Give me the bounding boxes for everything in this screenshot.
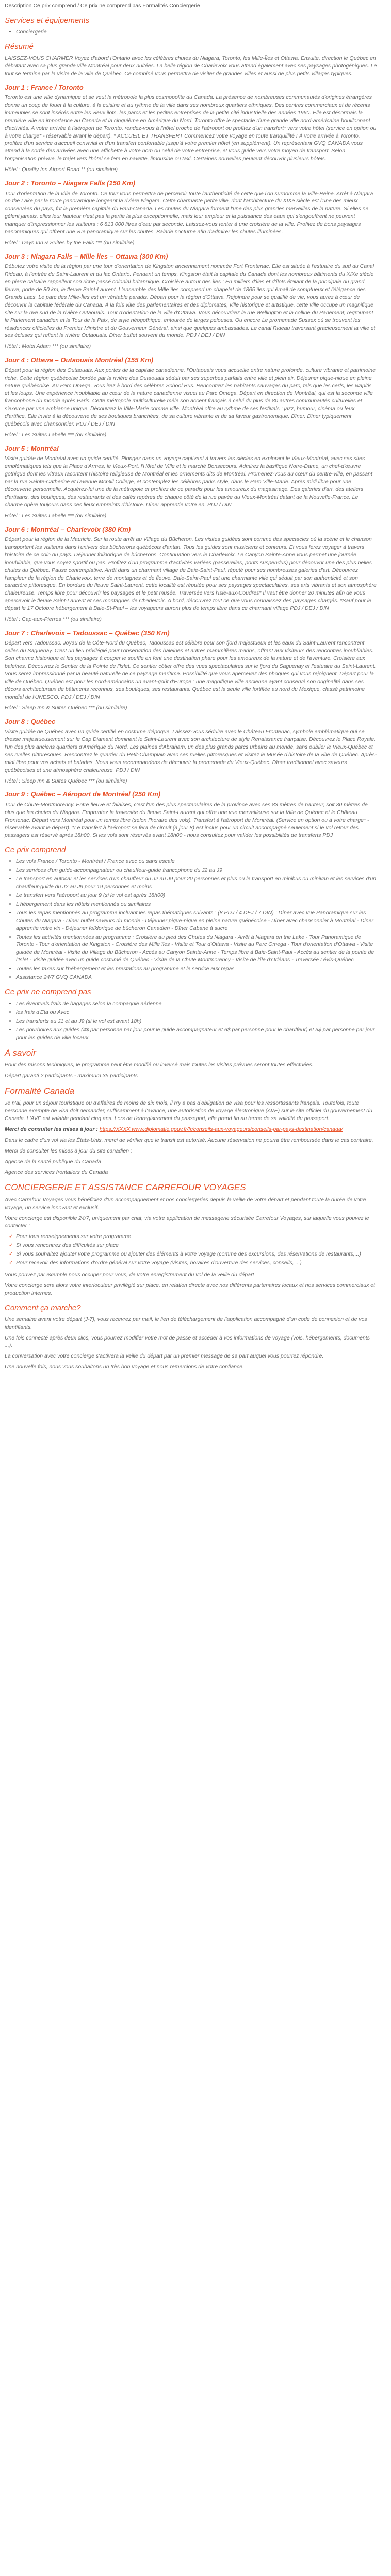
day-hotel: Hôtel : Cap-aux-Pierres *** (ou similaire) (5, 616, 102, 623)
includes-title: Ce prix comprend (5, 845, 66, 855)
services-list (5, 28, 377, 36)
day-text: Tour d'orientation de la ville de Toronto. Ce tour vous permettra de percevoir toute l'authenticité de cette que l'on surnomme la Ville-Reine. Arrêt à Niagara on the Lake par la route panoramique longeant la rivière Niagara. Cette charmante petite ville, dont l'architecture du XIXe siècle est l'une des mieux conservées du pays, fut la première capitale du Haut-Canada. Les chutes du Niagara forment l'une des plus grandes merveilles de la nature. Si elles ne gèlent jamais, elles leur hauteur n'est pas la partie la plus exceptionnelle, mais leur ampleur et la puissance des eaux qui s'engouffrent ne peuvent manquer d'impressionner les visiteurs : 6 813 000 litres d'eau par seconde. Laissez-vous tenter à une croisière de la ville. Profitez de bons paysages panoramiques qui offrent une vue panoramique sur les chutes. Balade nocturne afin d'admirer les chutes illuminées. (5, 190, 373, 235)
day-hotel: Hôtel : Quality Inn Airport Road ** (ou similaire) (5, 166, 118, 173)
day-title: Jour 5 : Montréal (5, 444, 59, 452)
includes-item: • L'hébergement dans les hôtels mentionnés ou similaires (16, 901, 377, 908)
concierge-text: Avec Carrefour Voyages vous bénéficiez d'un accompagnement et nos conciergeries depuis la veille de votre départ et pendant toute la durée de votre voyage, un service innovant et exclusif. (5, 1196, 366, 1211)
formalities-title: Formalité Canada (5, 1086, 75, 1096)
excludes-item: • les frais d'Eta ou Avec (16, 1009, 377, 1016)
day-title: Jour 3 : Niagara Falls – Mille îles – Ottawa (300 Km) (5, 252, 168, 260)
day-hotel: Hôtel : Days Inn & Suites by the Falls *** (ou similaire) (5, 239, 135, 246)
how-text: La conversation avec votre concierge s'activera la veille du départ par un premier message de sa part auquel vous pourrez répondre. (5, 1353, 324, 1360)
includes-list (5, 858, 377, 981)
diplomatie-link[interactable]: https://XXXX.www.diplomatie.gouv.fr/fr/conseils-aux-voyageurs/conseils-par-pays-destination/canada/ (99, 1126, 343, 1132)
summary-title: Résumé (5, 42, 34, 51)
day-title: Jour 9 : Québec – Aéroport de Montréal (250 Km) (5, 790, 161, 799)
day-text: Départ pour la région de la Mauricie. Sur la route arrêt au Village du Bûcheron. Les visites guidées sont comme des spectacles où la scène et le chanson transportent les visiteurs dans l'univers des bûcherons québécois d'antan. Tous les guides sont musiciens et conteurs. Et vous ferez voyager à travers l'histoire de ce coin du pays. Déjeuner folklorique de bûcherons. Continuation vers le Charlevoix. Le Canyon Sainte-Anne vous permet une journée inoubliable, que vous soyez sportif ou pas. Profitez d'un programme d'activités variées (passerelles, ponts suspendus) pour découvrir une des plus belles chutes du Québec. Pause contemplative. Arrêt dans un charmant village de Baie-Saint-Paul, réputé pour ses nombreuses galeries d'art. Découvrez l'ampleur de la région de Charlevoix, terre de montagnes et de fleuve. Baie-Saint-Paul est une charmante ville qui séduit par son authenticité et son caractère pittoresque. En bordure du fleuve Saint-Laurent, cette localité est réputée pour ses paysages spectaculaires, ses arts vibrants et son atmosphère chaleureuse. Temps libre pour découvrir les paysages et le petit musée. Traversée vers l'Isle-aux-Coudres* Il vaut être donner 20 minutes afin de vous apercevoir le fleuve Saint-Laurent et ses montagnes de Charlevoix. À bord, découvrez tout ce que vous connaissez des paysages chargés. *Sauf pour le départ le 17 Octobre hébergement à Baie-St-Paul – les voyageurs auront plus de temps libre dans ce charmant village PDJ / DEJ / DIN (5, 536, 377, 612)
includes-item: • Les vols France / Toronto - Montréal / France avec ou sans escale (16, 858, 377, 866)
concierge-item: ✓ Pour recevoir des informations d'ordre général sur votre voyage (visites, horaires d'ouverture des services, conseils, ...) (16, 1259, 377, 1267)
day-text: Toronto est une ville dynamique et se veut la métropole la plus cosmopolite du Canada. La présence de nombreuses communautés d'origines étrangères donne un coup de fouet à la culture, à la cuisine et au rythme de la ville dans ses nombreux quartiers ethniques. Des centres commerciaux et de récents immeubles se sont insérés entre les vieux ilots, les parcs et les petites entreprises de la petite cité industrielle des années 1960. Elle est désormais la première ville en importance au Canada et la cinquième en Amérique du Nord. Toronto offre le spectacle d'une grande ville nord-américaine bouillonnant d'activités. A votre arrivée à l'aéroport de Toronto, rendez-vous à l'hôtel proche de l'aéroport ou profitez d'un transfert* vers votre hôtel (service en option ou à votre charge* - réservable avant le départ). * ACCUEIL ET TRANSFERT Commencez votre voyage en toute tranquillité ! À votre arrivée à Toronto, profitez d'un service d'accueil convivial et d'un transfert confortable jusqu'à votre premier hôtel (en supplément). Un représentant GVQ CANADA vous attend à la sortie des arrivées avec une affichette à votre nom ou celui de votre entreprise, et vous guide vers votre moyen de transport. Selon l'organisation prévue, le trajet vers l'hôtel se fera en navette, limousine ou taxi. Certaines nouvelles peuvent découvrir plusieurs hôtels. (5, 94, 377, 162)
excludes-list (5, 1000, 377, 1042)
includes-item: • Assistance 24/7 GVQ CANADA (16, 974, 377, 981)
day-hotel: Hôtel : Les Suites Labelle *** (ou similaire) (5, 512, 107, 519)
concierge-item: ✓ Pour tous renseignements sur votre programme (16, 1233, 377, 1241)
border-agency-link[interactable]: Agence des services frontaliers du Canada (5, 1169, 108, 1176)
includes-item: • Le transport en autocar et les services d'un chauffeur du J2 au J9 pour 20 personnes et plus ou le transport en minibus ou minivan et les services d'un chauffeur-guide du J2 au J9 pour 19 personnes et moins (16, 875, 377, 891)
day-title: Jour 4 : Ottawa – Outaouais Montréal (155 Km) (5, 356, 154, 364)
tab-links[interactable]: Description Ce prix comprend / Ce prix ne comprend pas Formalités Conciergerie (5, 3, 200, 9)
formalities-text: Dans le cadre d'un vol via les États-Unis, merci de vérifier que le transit est autorisé. Aucune réservation ne pourra être remboursée dans le cas contraire. (5, 1137, 373, 1143)
day-text: Visite guidée de Montréal avec un guide certifié. Plongez dans un voyage captivant à travers les siècles en explorant le Vieux-Montréal, avec ses sites emblématiques tels que la Place d'Armes, le Vieux-Port, l'Hôtel de Ville et le marché Bonsecours. Admirez la basilique Notre-Dame, un chef-d'œuvre gothique dont les vitraux racontent l'histoire religieuse de Montréal et les ornements dits de Montréal. Promenez-vous au cœur du centre-ville, en passant par la rue Sainte-Catherine et l'avenue McGill College, et contemplez les célèbres parks style, dans le Parc Ville-Marie. Après midi libre pour une découverte personnelle. Acquérez-lui une de la métropole et profitez de ce paradis pour les amoureux du magasinage. Des galeries d'art, des ateliers d'artisans, des boutiques, des restaurants et des cafés repères de chaque côté de la rue pavée du Vieux-Montréal datant de la Nouvelle-France. Le charme opère toujours dans ces lieux empreints d'histoire. Dîner apprentie votre en. PDJ / DIN (5, 455, 372, 508)
day-hotel: Hôtel : Sleep Inn & Suites Québec *** (ou similaire) (5, 777, 127, 784)
link-prefix: Merci de consulter les mises à jour : (5, 1126, 100, 1132)
excludes-title: Ce prix ne comprend pas (5, 987, 91, 996)
includes-item: • Les services d'un guide-accompagnateur ou chauffeur-guide francophone du J2 au J9 (16, 867, 377, 874)
how-text: Une semaine avant votre départ (J-7), vous recevrez par mail, le lien de téléchargement de l'application accompagné d'un code de connexion et de vos identifiants. (5, 1316, 367, 1330)
how-text: Une fois connecté après deux clics, vous pourrez modifier votre mot de passe et accéder à vos informations de voyage (vols, hébergements, documents ...). (5, 1334, 370, 1349)
formalities-text: Je n'ai, pour un séjour touristique ou d'affaires de moins de six mois, il n'y a pas d'obligation de visa pour les ressortissants français. Toutefois, toute personne exempte de visa doit demander, suffisamment à l'avance, une autorisation de voyage électronique (AVE) sur le site officiel du gouvernement du Canada. L'AVE est valable pendant cinq ans. Lors de l'enregistrement du passeport, elle prend fin au terme de sa validité du passeport. (5, 1100, 372, 1122)
includes-item: • Le transfert vers l'aéroport au jour 9 (si le vol est après 18h00) (16, 892, 377, 900)
day-text: Départ pour la région des Outaouais. Aux portes de la capitale canadienne, l'Outaouais vous accueille entre nature profonde, culture vibrante et patrimoine riche. Cette région québécoise bordée par la rivière des Outaouais séduit par ses superbes parfaits entre ville et plein air. Déjeuner pique-nique en pleine nature québécoise. Au Parc Omega, vous irez à bord des célèbres School Bus. Rencontrez les habitants sauvages du parc, tels que les cerfs, les wapitis et les loups. Une expérience inoubliable au cœur de la nature canadienne visuel au Parc Omega. Départ en direction de Montréal, qui est la seconde ville francophone du monde après Paris. Cette métropole multiculturelle mêle son accent français à celui du plus de 80 autres communautés culturelles et s'exerce par une ambiance unique. Découvrez la Ville-Marie comme ville. Montréal offre au rythme de ses festivals : jazz, humour, cinéma ou feux d'artifice. Elle invite à la découverte de ses boutiques branchées, de sa culture vibrante et de sa faveur gastronomique. Dîner. Dîner typiquement québécois avec chansonnier. PDJ / DEJ / DIN (5, 367, 376, 428)
day-title: Jour 2 : Toronto – Niagara Falls (150 Km) (5, 179, 136, 188)
health-agency-link[interactable]: Agence de la santé publique du Canada (5, 1158, 101, 1165)
includes-item: • Toutes les taxes sur l'hébergement et les prestations au programme et le service aux repas (16, 965, 377, 973)
day-text: Visite guidée de Québec avec un guide certifié en costume d'époque. Laissez-vous séduire avec le Château Frontenac, symbole emblématique qui se dresse majestueusement sur le Cap Diamant dominant le Saint-Laurent avec son architecture de style Renaissance française. Découvrez le Place Royale, l'un des plus anciens quartiers d'Amérique du Nord. Les plaines d'Abraham, un des plus grands parcs urbains au monde, sans oublier le Vieux-Québec et ses ruelles pittoresques. Rencontrez le quartier du Petit-Champlain avec ses ruelles pittoresques et visitez le Musée d'histoire de la ville de Québec. Après-midi libre pour vos achats et balades. Nous vous recommandons de découvrir la promenade du Vieux-Québec. Dîner traditionnel avec saveurs québécoises et une atmosphère chaleureuse. PDJ / DIN (5, 728, 377, 773)
day-title: Jour 7 : Charlevoix – Tadoussac – Québec (350 Km) (5, 629, 170, 637)
know-text: Pour des raisons techniques, le programme peut être modifié ou inversé mais toutes les visites prévues seront toutes effectuées. (5, 1061, 314, 1068)
day-title: Jour 8 : Québec (5, 717, 56, 725)
summary-text: LAISSEZ-VOUS CHARMER Voyez d'abord l'Ontario avec les célèbres chutes du Niagara, Toronto, les Mille-Îles et Ottawa. Ensuite, direction le Québec en débutant avec sa plus grande ville Montréal pour deux nuitées. La belle région de Charlevoix vous attend également avec ses paysages photogéniques. Le tout se termine par la visite de la ville de Québec. Ce combiné vous permettra de visiter de grandes villes et aussi de plus petits villages typiques. (5, 55, 377, 77)
concierge-text: Votre concierge sera alors votre interlocuteur privilégié sur place, en relation directe avec nos différents partenaires locaux et nos services commerciaux et production internes. (5, 1282, 376, 1296)
day-hotel: Hôtel : Les Suites Labelle *** (ou similaire) (5, 431, 107, 438)
concierge-item: ✓ Si vous souhaitez ajouter votre programme ou ajouter des éléments à votre voyage (comme des excursions, des réservations de restaurants,...) (16, 1250, 377, 1258)
how-title: Comment ça marche? (5, 1303, 81, 1312)
concierge-text: Vous pouvez par exemple nous occuper pour vous, de votre enregistrement du vol de la veille du départ (5, 1272, 254, 1278)
know-departure: Départ garanti 2 participants - maximum 35 participants (5, 1072, 138, 1079)
services-title: Services et équipements (5, 15, 90, 25)
itinerary (5, 83, 377, 840)
how-text: Une nouvelle fois, nous vous souhaitons un très bon voyage et nous remercions de votre confiance. (5, 1364, 245, 1370)
day-text: Départ vers Tadoussac. Joyau de la Côte-Nord du Québec, Tadoussac est célèbre pour son fjord majestueux et les eaux du Saint-Laurent rencontrent celles du Saguenay. C'est un lieu privilégié pour l'observation des baleines et autres mammifères marins, offrant aux visiteurs des rencontres inoubliables. Son charme historique et les paysages à couper le souffle en font une destination phare pour les amoureux de la nature et de l'aventure. Croisière aux baleines. Découvrez le Sentier de la Pointe de l'Islet. Ce sentier côtier offre des vues spectaculaires sur le fjord du Saguenay et l'estuaire du Saint-Laurent. Vous serez impressionné par la beauté naturelle de ce paysage maritime. Possibilité que vous apercevez des phoques qui vous rejoignent. Départ pour la ville de Québec. Québec est pour les nord-américains un avant-goût d'Europe : une magnifique ville ancienne ayant conservé son originalité dans ses décors architecturaux de bâtiments reconnus, ses boutiques, ses restaurants. Québec est la seule ville fortifiée au nord du Mexique, classé patrimoine mondial de l'UNESCO. PDJ / DEJ / DIN (5, 640, 376, 700)
includes-item: • Toutes les activités mentionnées au programme : Croisière au pied des Chutes du Niagara - Arrêt à Niagara on the Lake - Tour Panoramique de Toronto - Tour d'orientation de Kingston - Croisière des Mille îles - Visite et Tour d'Ottawa - Visite au Parc Omega - Tour d'orientation d'Ottawa - Visite guidée de Montréal - Visite du Village du Bûcheron - Accès au Canyon Sainte-Anne - Temps libre à Baie-Saint-Paul - Accès au sentier de la pointe de l'Islet - Visite guidée avec un guide costumé de Québec - Visite de la Chute Montmorency - Visite de l'île d'Orléans - Traversée Lévis-Québec (16, 934, 377, 964)
excludes-item: • Les transferts au J1 et au J9 (si le vol est avant 18h) (16, 1018, 377, 1025)
service-item: • Conciergerie (16, 28, 377, 36)
day-hotel: Hôtel : Sleep Inn & Suites Québec *** (ou similaire) (5, 704, 127, 711)
day-text: Débutez votre visite de la région par une tour d'orientation de Kingston anciennement nommée Fort Frontenac. Elle est située à l'estuaire du sud du Canal Rideau, à l'entrée du Saint-Laurent et du lac Ontario. Pendant un temps, Kingston était la capitale du Canada dont les nombreux bâtiments du XIXe siècle en pierre calcaire rappellent son riche passé colonial britannique. Croisière autour des îles : En milliers d'îles et d'îlots étalant de la principale du grand fleuve, porte de 80 km, le fleuve Saint-Laurent. L'ensemble des Mille îles comprend un chapelet de 1865 îles qui émail de somptueux et l'élégance des Grands Lacs. Le parc des Mille-Îles est un véritable paradis. Départ pour la région d'Ottawa. Rejoindre pour se qualifié de vie, vous aurez à cœur de découvrir la capitale fédérale du Canada. À la fois ville des parlementaires et des diplomates, ville historique et artistique, cette ville occupe un magnifique site sur la rive sud de la rivière Outaouais. Tour d'orientation de la ville d'Ottawa. Vous découvrirez la rue Wellington et la colline du Parlement, regroupant le Parlement canadien et la Tour de la Paix, de style néogothique, entourée de larges pelouses. Ou encore Le promenade Sussex où se trouvent les résidences officielles du Premier Ministre et du Gouverneur Général, ainsi que quelques ambassades. Le canal Rideau traversant gracieusement la ville et ses écluses qui relient la rivière Outaouais. Diner buffet souvent du monde. PDJ / DEJ / DIN (5, 263, 376, 339)
concierge-list (5, 1233, 377, 1267)
day-title: Jour 6 : Montréal – Charlevoix (380 Km) (5, 525, 131, 533)
excludes-item: • Les pourboires aux guides (4$ par personne par jour pour le guide accompagnateur et 6$ par personne pour le chauffeur) et 3$ par personne par jour pour les guides de ville locaux (16, 1026, 377, 1042)
concierge-title: CONCIERGERIE ET ASSISTANCE CARREFOUR VOYAGES (5, 1182, 246, 1193)
concierge-item: ✓ Si vous rencontrez des difficultés sur place (16, 1242, 377, 1249)
includes-item: • Tous les repas mentionnés au programme incluant les repas thématiques suivants : (8 PDJ / 4 DEJ / 7 DIN) : Dîner avec vue Panoramique sur les Chutes du Niagara - Dîner buffet saveurs du monde - Déjeuner pique-nique en pleine nature québécoise - Dîner avec chansonnier à Montréal - Diner apprentie votre vin - Déjeuner folklorique de bûcheron Canadien - Dîner Cabane à sucre (16, 909, 377, 933)
excludes-item: • Les éventuels frais de bagages selon la compagnie aérienne (16, 1000, 377, 1008)
formalities-link-line (5, 1126, 377, 1133)
concierge-text: Votre concierge est disponible 24/7, uniquement par chat, via votre application de messagerie sécurisée Carrefour Voyages, sur laquelle vous pouvez le contacter : (5, 1215, 369, 1229)
day-title: Jour 1 : France / Toronto (5, 83, 84, 91)
day-text: Tour de Chute-Montmorency. Entre fleuve et falaises, c'est l'un des plus spectaculaires de la province avec ses 83 mètres de hauteur, soit 30 mètres de plus que les chutes du Niagara. Empruntez la traversée du fleuve Saint-Laurent qui offre une vue merveilleuse sur la Ville de Québec et le Château Frontenac. Départ vers Montréal pour un temps libre (selon l'horaire des vols). Transfert à l'aéroport de Montréal. (Service en option ou à votre charge* - réservable avant le départ). *Le transfert à l'aéroport se fera de circuit (à jour 8) est inclus pour un circuit accompagné seulement si le vol retour des passagers est réservé après 18h00. Si les vols sont réservés avant 18h00 - nous consultez pour valider les possibilités de transferts PDJ (5, 801, 369, 839)
formalities-text: Merci de consulter les mises à jour du site canadien : (5, 1147, 132, 1154)
know-title: A savoir (5, 1047, 36, 1058)
day-hotel: Hôtel : Motel Adam *** (ou similaire) (5, 343, 91, 350)
